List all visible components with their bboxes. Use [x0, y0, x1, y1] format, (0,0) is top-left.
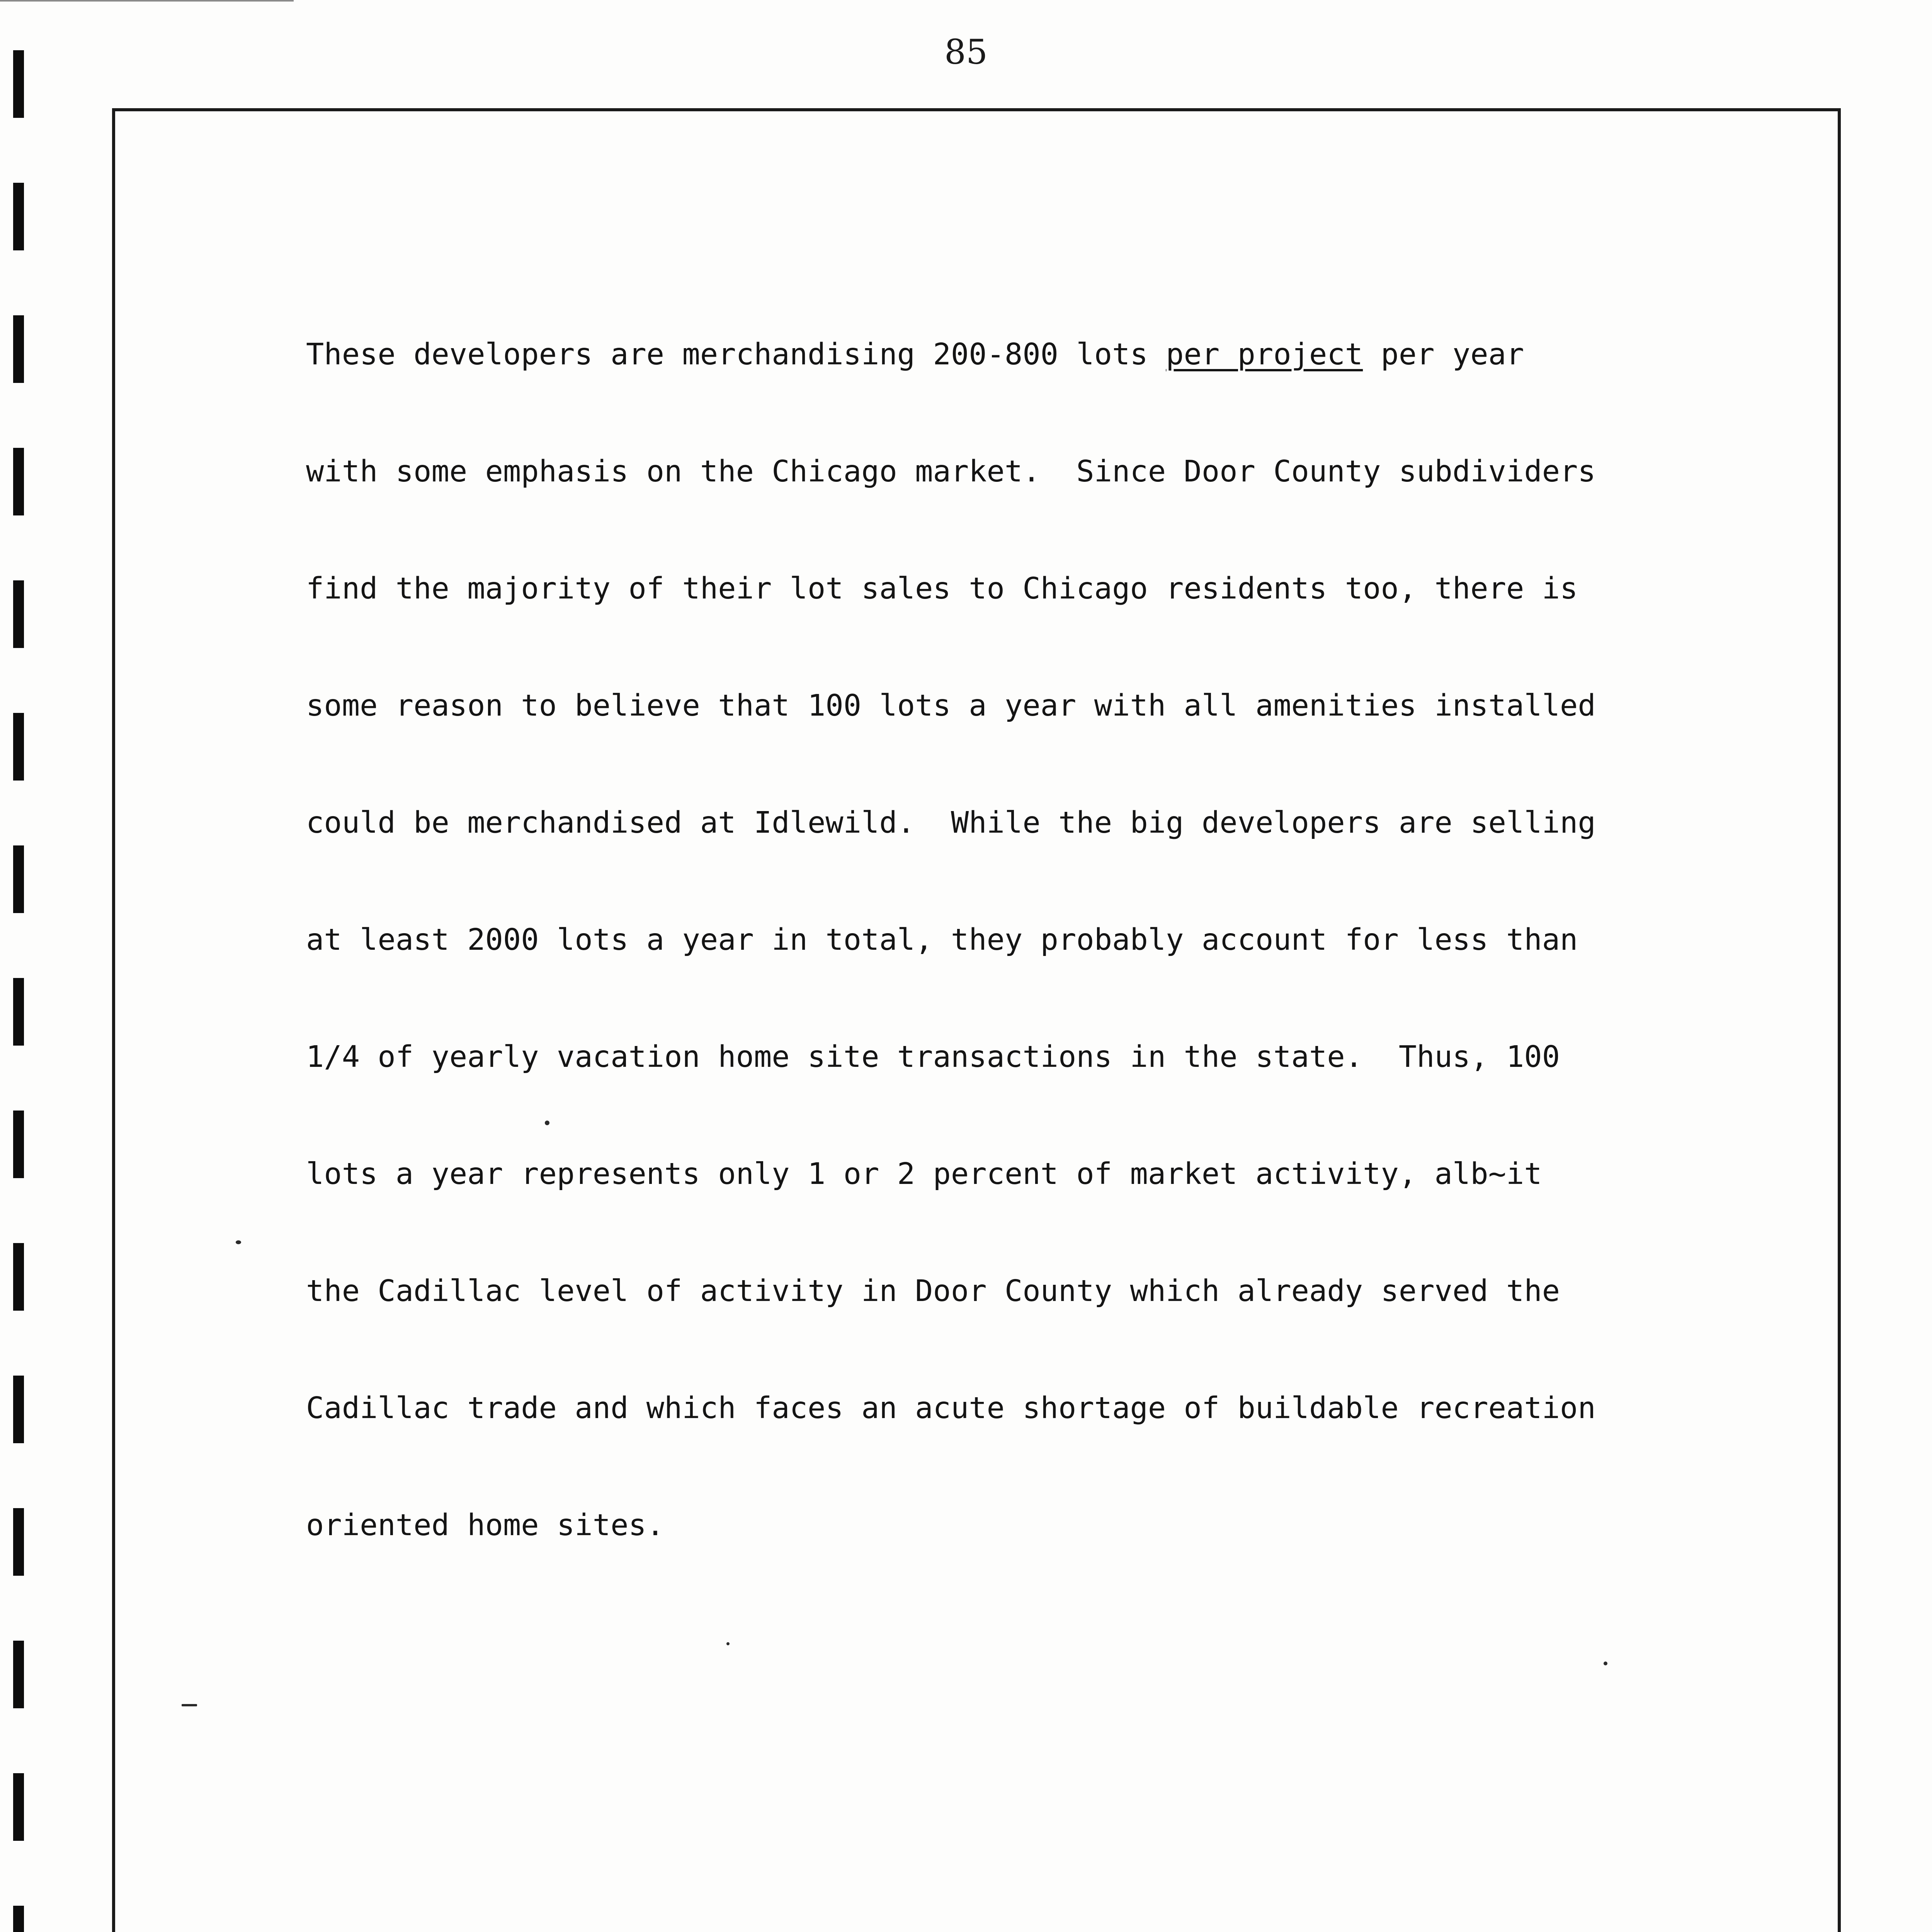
binding-hole — [13, 713, 24, 781]
binding-hole — [13, 1773, 24, 1841]
text-line: could be merchandised at Idlewild. While the big developers are selling — [306, 806, 1596, 840]
binding-hole — [13, 1243, 24, 1311]
text-line: lots a year represents only 1 or 2 percent of market activity, alb~it — [306, 1157, 1542, 1191]
binding-holes — [8, 50, 31, 1932]
binding-hole — [13, 448, 24, 515]
text-line — [306, 335, 1736, 374]
binding-hole — [13, 315, 24, 383]
text-line: at least 2000 lots a year in total, they probably account for less than — [306, 923, 1578, 957]
emphasized-phrase: per project — [1166, 337, 1363, 372]
binding-hole — [13, 978, 24, 1046]
scan-speck — [236, 1240, 241, 1244]
binding-hole — [13, 183, 24, 250]
scan-speck — [182, 1704, 197, 1706]
binding-hole — [13, 1111, 24, 1178]
text-line: some reason to believe that 100 lots a year with all amenities installed — [306, 689, 1596, 723]
binding-hole — [13, 580, 24, 648]
text-line: Cadillac trade and which faces an acute shortage of buildable recreation — [306, 1391, 1596, 1425]
text-segment: per year — [1363, 337, 1524, 372]
text-line: with some emphasis on the Chicago market. Since Door County subdividers — [306, 454, 1596, 489]
scan-speck — [726, 1642, 730, 1645]
binding-hole — [13, 1906, 24, 1932]
text-line: 1/4 of yearly vacation home site transactions in the state. Thus, 100 — [306, 1040, 1560, 1074]
binding-hole — [13, 1641, 24, 1708]
text-line: find the majority of their lot sales to Chicago residents too, there is — [306, 571, 1578, 606]
binding-hole — [13, 50, 24, 118]
page-number: 85 — [944, 32, 988, 72]
top-edge-rule — [0, 0, 294, 2]
scan-speck — [1604, 1662, 1607, 1665]
binding-hole — [13, 845, 24, 913]
text-segment: These developers are merchandising 200-800 lots — [306, 337, 1166, 372]
body-paragraph — [306, 257, 1736, 1623]
scan-speck — [545, 1121, 549, 1125]
binding-hole — [13, 1508, 24, 1576]
text-line: the Cadillac level of activity in Door County which already served the — [306, 1274, 1560, 1308]
text-line: oriented home sites. — [306, 1508, 665, 1543]
binding-hole — [13, 1376, 24, 1443]
